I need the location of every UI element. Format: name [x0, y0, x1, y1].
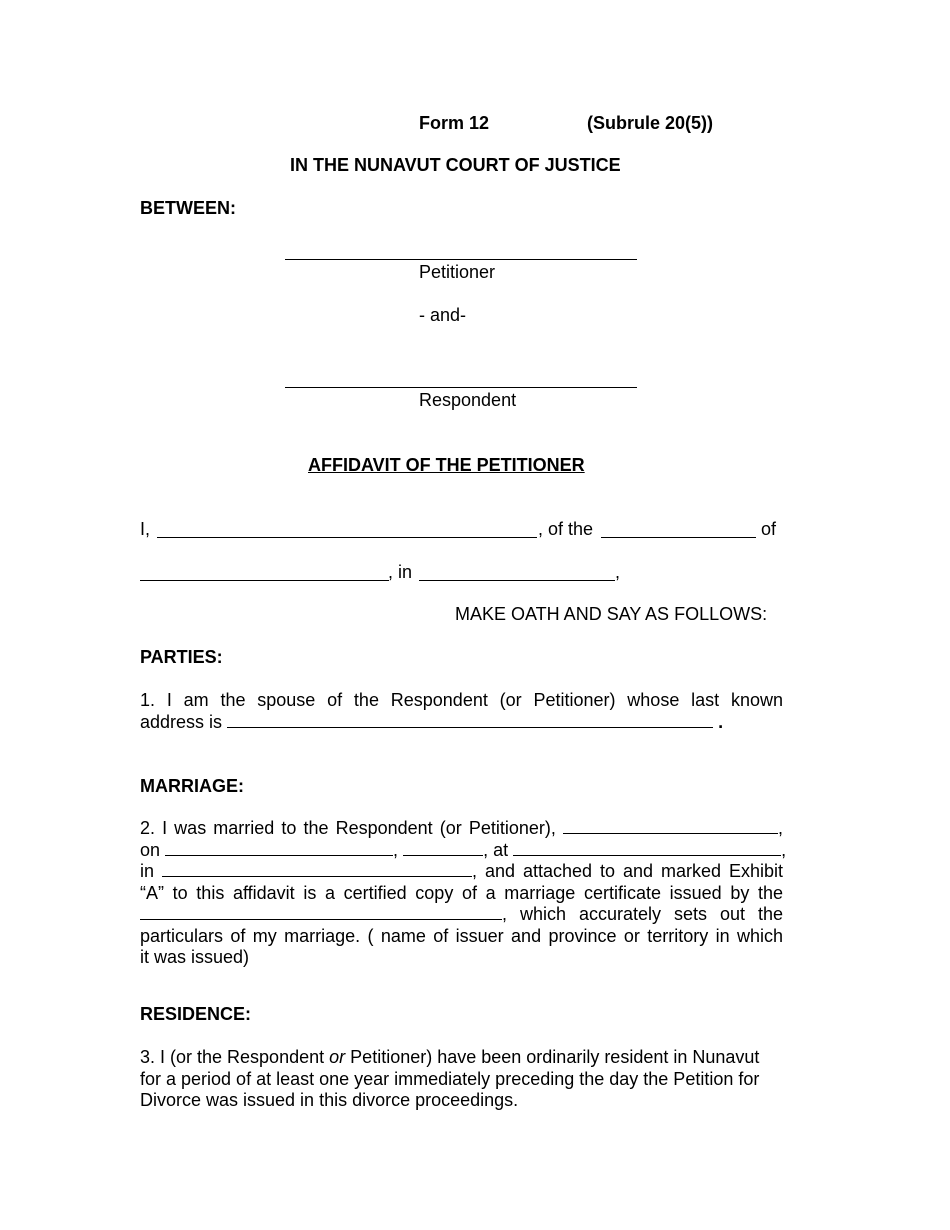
deponent-comma: , — [615, 562, 621, 582]
parties-paragraph — [140, 690, 783, 733]
marriage-line-3 — [140, 861, 783, 883]
marriage-paragraph — [140, 818, 787, 969]
marriage-line-1 — [140, 818, 783, 840]
marriage-line-6: particulars of my marriage. ( name of issuer and province or territory in which — [140, 925, 783, 946]
or-italic-text: or — [329, 1047, 346, 1067]
petitioner-name-line[interactable] — [285, 259, 637, 260]
of-text: of — [761, 519, 777, 539]
respondent-label: Respondent — [419, 390, 517, 410]
residence-line-1-start: 3. I (or the Respondent — [140, 1047, 325, 1067]
on-text: on — [140, 839, 161, 860]
in-label: in — [140, 861, 155, 881]
make-oath-statement: MAKE OATH AND SAY AS FOLLOWS: — [455, 604, 768, 624]
parties-line-2 — [140, 712, 783, 734]
residence-line-2: for a period of at least one year immediately preceding the day the Petition for — [140, 1068, 760, 1089]
court-heading: IN THE NUNAVUT COURT OF JUSTICE — [290, 155, 621, 175]
accurately-text: , which accurately sets out the — [502, 904, 783, 924]
deponent-territory-line[interactable] — [419, 580, 615, 581]
parties-line-1: 1. I am the spouse of the Respondent (or Petitioner) whose last known — [140, 690, 783, 710]
residence-paragraph — [140, 1047, 783, 1112]
marriage-line-5 — [140, 904, 783, 926]
marriage-heading: MARRIAGE: — [140, 776, 244, 796]
residence-line-1-end: Petitioner) have been ordinarily resident in Nunavut — [350, 1047, 760, 1067]
deponent-i: I, — [140, 519, 151, 539]
marriage-province-line[interactable] — [162, 861, 472, 877]
address-is-text: address is — [140, 711, 223, 732]
form-number: Form 12 — [419, 113, 490, 133]
petitioner-label: Petitioner — [419, 262, 496, 282]
marriage-line-2-end-comma: , — [781, 839, 787, 860]
attached-text: , and attached to and marked Exhibit — [472, 861, 783, 881]
marriage-line-4: “A” to this affidavit is a certified copy of a marriage certificate issued by the — [140, 882, 783, 903]
between-label: BETWEEN: — [140, 198, 236, 218]
residence-line-3: Divorce was issued in this divorce proceedings. — [140, 1090, 519, 1110]
deponent-name-line[interactable] — [157, 537, 537, 538]
subrule-reference: (Subrule 20(5)) — [587, 113, 714, 133]
married-to-text: 2. I was married to the Respondent (or Petitioner), — [140, 818, 556, 838]
marriage-line-2 — [140, 839, 787, 862]
respondent-name-line[interactable] — [285, 387, 637, 388]
parties-heading: PARTIES: — [140, 647, 223, 667]
of-the-text: , of the — [538, 519, 594, 539]
address-period: . — [718, 711, 724, 732]
deponent-locality-type-line[interactable] — [601, 537, 756, 538]
marriage-line-2-comma: , — [393, 839, 399, 860]
at-text: , at — [483, 839, 509, 860]
marriage-date-line[interactable] — [165, 840, 393, 856]
deponent-place-line[interactable] — [140, 580, 389, 581]
marriage-year-line[interactable] — [403, 840, 483, 856]
residence-line-1 — [140, 1047, 783, 1069]
affidavit-title: AFFIDAVIT OF THE PETITIONER — [308, 455, 585, 475]
marriage-spouse-line[interactable] — [563, 818, 778, 834]
certificate-issuer-line[interactable] — [140, 904, 502, 920]
in-text: , in — [388, 562, 413, 582]
and-separator: - and- — [419, 305, 467, 325]
residence-heading: RESIDENCE: — [140, 1004, 252, 1024]
marriage-line-7: it was issued) — [140, 947, 250, 967]
marriage-line-1-comma: , — [777, 818, 783, 838]
marriage-place-line[interactable] — [513, 840, 781, 856]
respondent-address-line[interactable] — [227, 712, 713, 728]
